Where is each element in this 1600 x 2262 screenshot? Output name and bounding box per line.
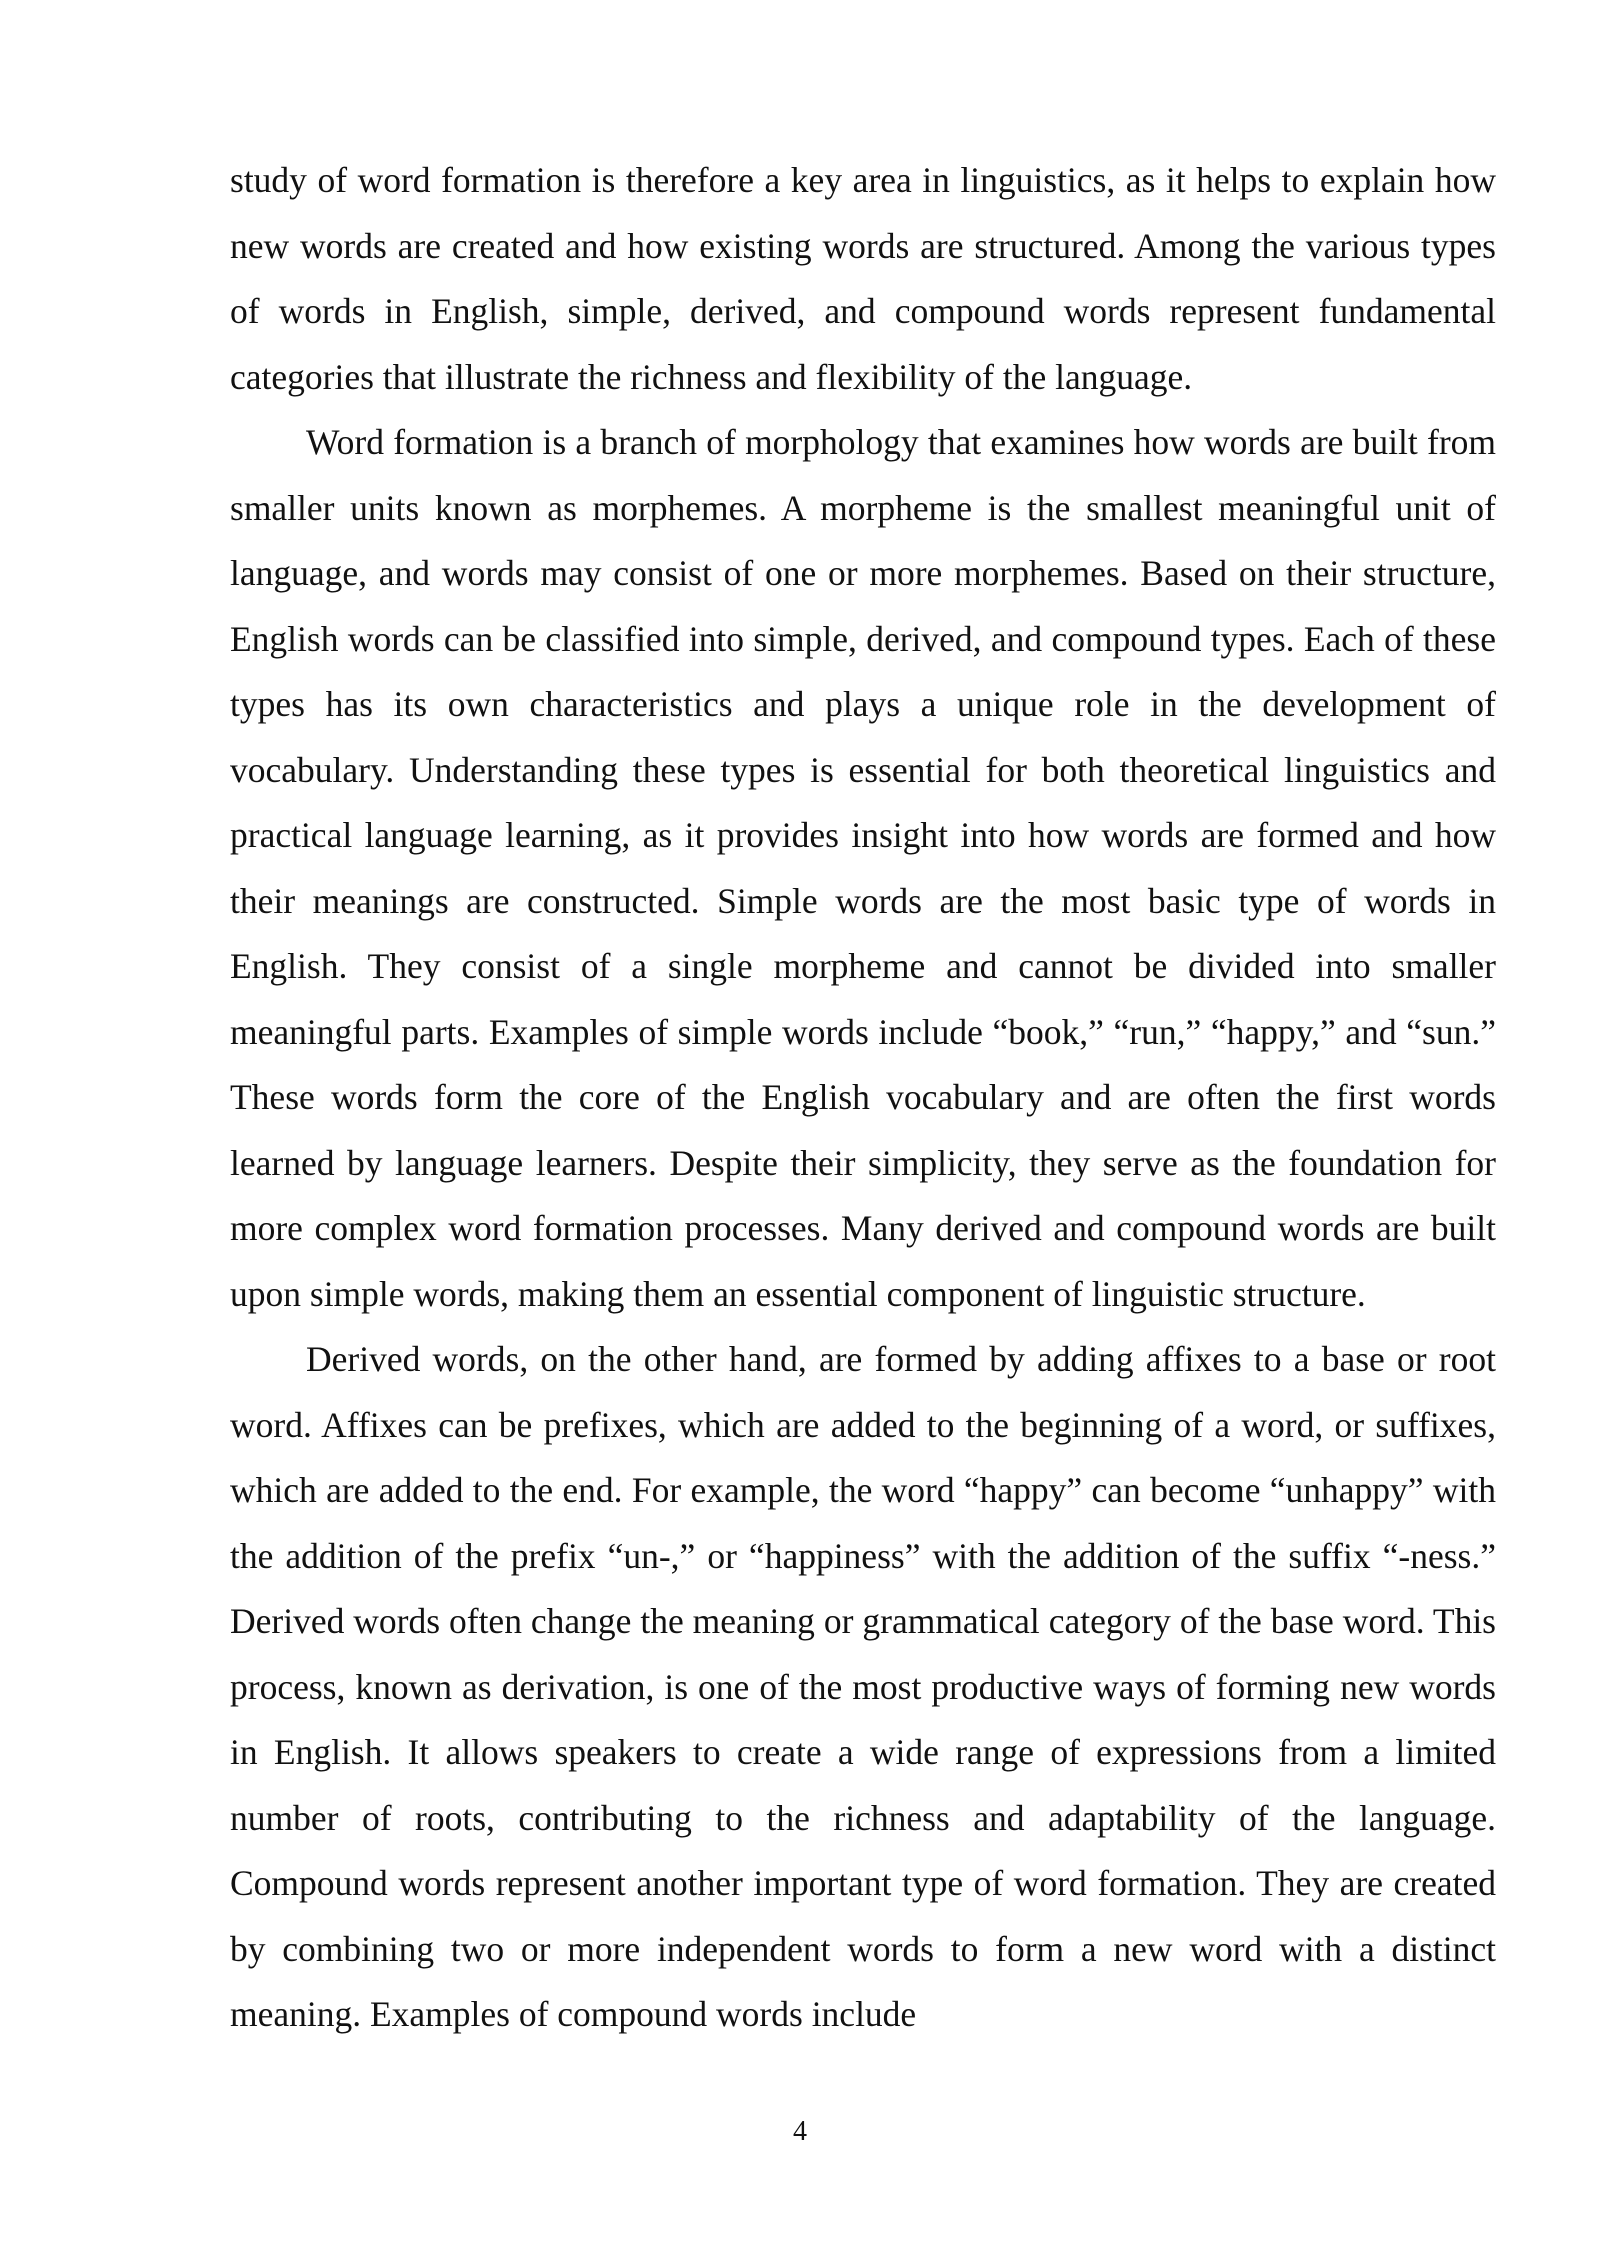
paragraph-continuation: study of word formation is therefore a key area in linguistics, as it helps to explain how new words are created and how existing words are structured. Among the various types of words in English, simple, derived, and compound words represent fundamental categories that illustrate the richness and flexibility of the language.: [230, 160, 1496, 397]
page-number: 4: [793, 2116, 807, 2147]
paragraph-derived-words: Derived words, on the other hand, are formed by adding affixes to a base or root word. Affixes can be prefixes, which are added to the beginning of a word, or suffixes, which are added to the end. For example, the word “happy” can become “unhappy” with the addition of the prefix “un-,” or “happiness” with the addition of the suffix “-ness.” Derived words often change the meaning or grammatical category of the base word. This process, known as derivation, is one of the most productive ways of forming new words in English. It allows speakers to create a wide range of expressions from a limited number of roots, contributing to the richness and adaptability of the language. Compound words represent another important type of word formation. They are created by combining two or more independent words to form a new word with a distinct meaning. Examples of compound words include: [230, 1339, 1496, 2034]
paragraph-word-formation: Word formation is a branch of morphology that examines how words are built from smaller units known as morphemes. A morpheme is the smallest meaningful unit of language, and words may consist of one or more morphemes. Based on their structure, English words can be classified into simple, derived, and compound types. Each of these types has its own characteristics and plays a unique role in the development of vocabulary. Understanding these types is essential for both theoretical linguistics and practical language learning, as it provides insight into how words are formed and how their meanings are constructed. Simple words are the most basic type of words in English. They consist of a single morpheme and cannot be divided into smaller meaningful parts. Examples of simple words include “book,” “run,” “happy,” and “sun.” These words form the core of the English vocabulary and are often the first words learned by language learners. Despite their simplicity, they serve as the foundation for more complex word formation processes. Many derived and compound words are built upon simple words, making them an essential component of linguistic structure.: [230, 422, 1496, 1314]
body-text: [230, 148, 1496, 2048]
